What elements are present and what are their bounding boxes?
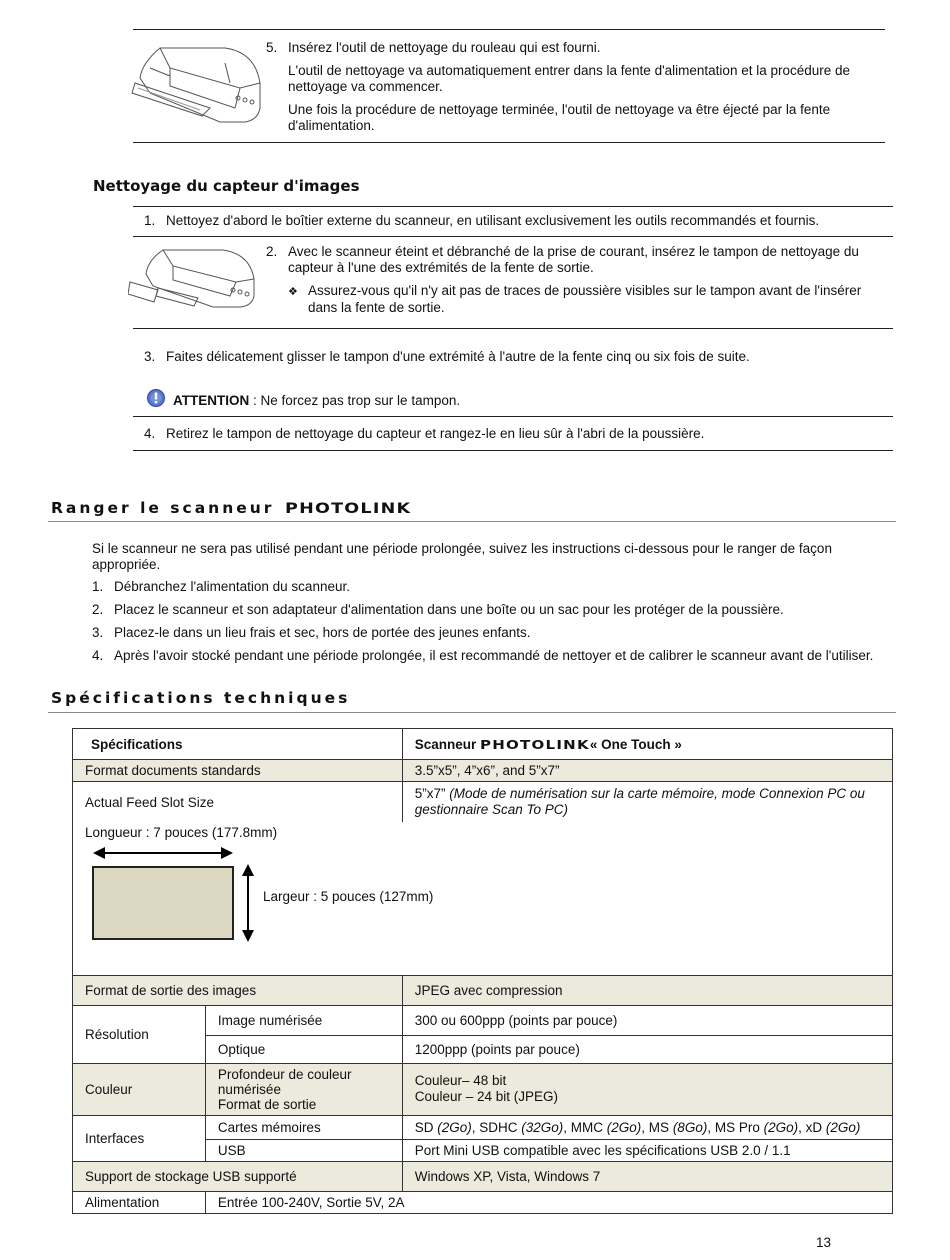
table-row [73,760,893,782]
section-rule [48,521,896,522]
list-item-text: Placez-le dans un lieu frais et sec, hors de portée des jeunes enfants. [114,625,531,640]
attention-info-icon [146,388,166,408]
spec-value: Entrée 100-240V, Sortie 5V, 2A [205,1191,892,1213]
attention-label: ATTENTION [173,393,250,408]
width-arrow-bottom [242,930,254,942]
sensor-step-1 [144,213,819,228]
specs-table [72,728,893,1214]
slot-diagram-cell [73,822,893,975]
top-rule [133,29,885,30]
table-row [73,1063,893,1115]
sensor-step-4-number: 4. [144,426,156,441]
sensor-section-title: Nettoyage du capteur d'images [93,177,360,195]
card-capacity: (2Go) [825,1119,861,1135]
length-arrow-right [221,847,233,859]
spec-value: 1200ppp (points par pouce) [402,1035,892,1063]
sensor-step-2-number: 2. [266,244,278,259]
rule [133,142,885,143]
output-format-label: Format de sortie [217,1096,317,1112]
list-item [92,625,892,641]
spec-header-col1: Spécifications [73,729,403,760]
spec-label: Actual Feed Slot Size [73,782,403,823]
list-item [92,648,892,664]
card-type: , MMC [563,1119,607,1135]
step-5 [266,40,876,134]
sensor-step-1-number: 1. [144,213,156,228]
output-format-value: Couleur – 24 bit (JPEG) [414,1089,559,1104]
card-type: , SDHC [471,1119,522,1135]
table-row [73,1161,893,1191]
list-item-text: Débranchez l'alimentation du scanneur. [114,579,350,594]
spec-sublabel: Optique [205,1035,402,1063]
card-capacity: (2Go) [763,1119,799,1135]
specs-section-title: Spécifications techniques [51,689,351,707]
sensor-bullet-text: Assurez-vous qu'il n'y ait pas de traces de poussière visibles sur le tampon avant de l'insérer dans la fente de sortie. [308,283,862,315]
spec-value [402,782,892,823]
color-depth-label: Profondeur de couleur numérisée [217,1066,352,1097]
spec-label: Support de stockage USB supporté [73,1161,403,1191]
step-5-text: Insérez l'outil de nettoyage du rouleau qui est fourni. [288,40,601,55]
color-depth-value: Couleur– 48 bit [414,1073,507,1088]
storage-section-title [51,499,412,517]
list-item-number: 3. [92,625,104,640]
list-item-number: 4. [92,648,104,663]
list-item-text: Placez le scanneur et son adaptateur d'alimentation dans une boîte ou un sac pour les protéger de la poussière. [114,602,784,617]
page-number: 13 [816,1235,832,1250]
sensor-step-4 [144,426,704,441]
storage-title-text: Ranger le scanneur [51,499,275,517]
spec-value: 300 ou 600ppp (points par pouce) [402,1005,892,1035]
spec-value: JPEG avec compression [402,975,892,1005]
rule [133,236,893,237]
length-label: Longueur : 7 pouces (177.8mm) [85,825,278,840]
step-5-number: 5. [266,40,278,55]
card-type: , MS Pro [707,1119,764,1135]
attention-note [173,393,460,408]
diamond-bullet-icon: ❖ [288,285,298,298]
table-row [73,1115,893,1139]
list-item-number: 1. [92,579,104,594]
sensor-step-4-text: Retirez le tampon de nettoyage du capteur et rangez-le en lieu sûr à l'abri de la poussière. [166,426,705,441]
table-row [73,1191,893,1213]
spec-value: 3.5”x5”, 4”x6”, and 5”x7” [402,760,892,782]
sensor-step-1-text: Nettoyez d'abord le boîtier externe du scanneur, en utilisant exclusivement les outils recommandés et fournis. [166,213,820,228]
width-arrow-top [242,864,254,876]
sensor-step-2 [266,244,878,316]
list-item-number: 2. [92,602,104,617]
spec-value: Windows XP, Vista, Windows 7 [402,1161,892,1191]
card-capacity: (32Go) [521,1119,564,1135]
spec-header-suffix: « One Touch » [589,736,682,752]
spec-label: Couleur [73,1063,206,1115]
card-type: , xD [798,1119,826,1135]
spec-label: Format documents standards [73,760,403,782]
step-5-detail-1: L'outil de nettoyage va automatiquement entrer dans la fente d'alimentation et la procédure de nettoyage va commencer. [288,63,851,94]
table-row [73,1005,893,1035]
storage-intro: Si le scanneur ne sera pas utilisé pendant une période prolongée, suivez les instructions ci-dessous pour le ranger de façon appropriée. [92,541,832,572]
table-row [73,975,893,1005]
spec-sublabel: Cartes mémoires [205,1115,402,1139]
section-rule [48,712,896,713]
feed-slot-note: (Mode de numérisation sur la carte mémoire, mode Connexion PC ou gestionnaire Scan To PC) [414,786,865,817]
scanner-cleaning-tool-illustration [130,38,265,126]
list-item [92,579,892,595]
spec-sublabel [205,1063,402,1115]
spec-value [402,1063,892,1115]
card-capacity: (2Go) [437,1119,472,1135]
photolink-logo: PHOTOLINK [284,501,412,517]
sensor-step-3-number: 3. [144,349,156,364]
spec-label: Résolution [73,1005,206,1063]
spec-label: Format de sortie des images [73,975,403,1005]
attention-text: : Ne forcez pas trop sur le tampon. [249,393,461,408]
card-capacity: (2Go) [606,1119,642,1135]
width-label: Largeur : 5 pouces (127mm) [263,889,434,904]
rule [133,450,893,451]
spec-label: Alimentation [73,1191,206,1213]
slot-size-diagram [91,844,291,964]
spec-label: Interfaces [73,1115,206,1161]
list-item-text: Après l'avoir stocké pendant une période prolongée, il est recommandé de nettoyer et de calibrer le scanneur avant de l'utiliser. [114,648,874,663]
feed-slot-size: 5”x7” [414,786,450,801]
step-5-detail-2: Une fois la procédure de nettoyage terminée, l'outil de nettoyage va être éjecté par la fente d'alimentation. [288,102,831,133]
table-row [73,822,893,975]
spec-header-prefix: Scanneur [414,736,477,752]
scanner-pad-illustration [128,244,263,314]
spec-header-col2 [402,729,892,760]
sensor-step-2-text: Avec le scanneur éteint et débranché de la prise de courant, insérez le tampon de nettoyage du capteur à l'une des extrémités de la fente de sortie. [288,244,859,275]
rule [133,416,893,417]
list-item [92,602,892,618]
rule [133,328,893,329]
card-capacity: (8Go) [672,1119,708,1135]
length-arrow-left [93,847,105,859]
table-row [73,729,893,760]
sensor-step-3 [144,349,750,364]
spec-value: Port Mini USB compatible avec les spécifications USB 2.0 / 1.1 [402,1139,892,1161]
spec-sublabel: Image numérisée [205,1005,402,1035]
rule [133,206,893,207]
spec-value [402,1115,892,1139]
photolink-logo: PHOTOLINK [480,737,590,752]
spec-sublabel: USB [205,1139,402,1161]
card-type: , MS [641,1119,673,1135]
storage-list [92,579,892,664]
card-type: SD [414,1119,438,1135]
sensor-step-3-text: Faites délicatement glisser le tampon d'une extrémité à l'autre de la fente cinq ou six fois de suite. [166,349,750,364]
slot-rectangle [93,867,233,939]
table-row [73,782,893,823]
